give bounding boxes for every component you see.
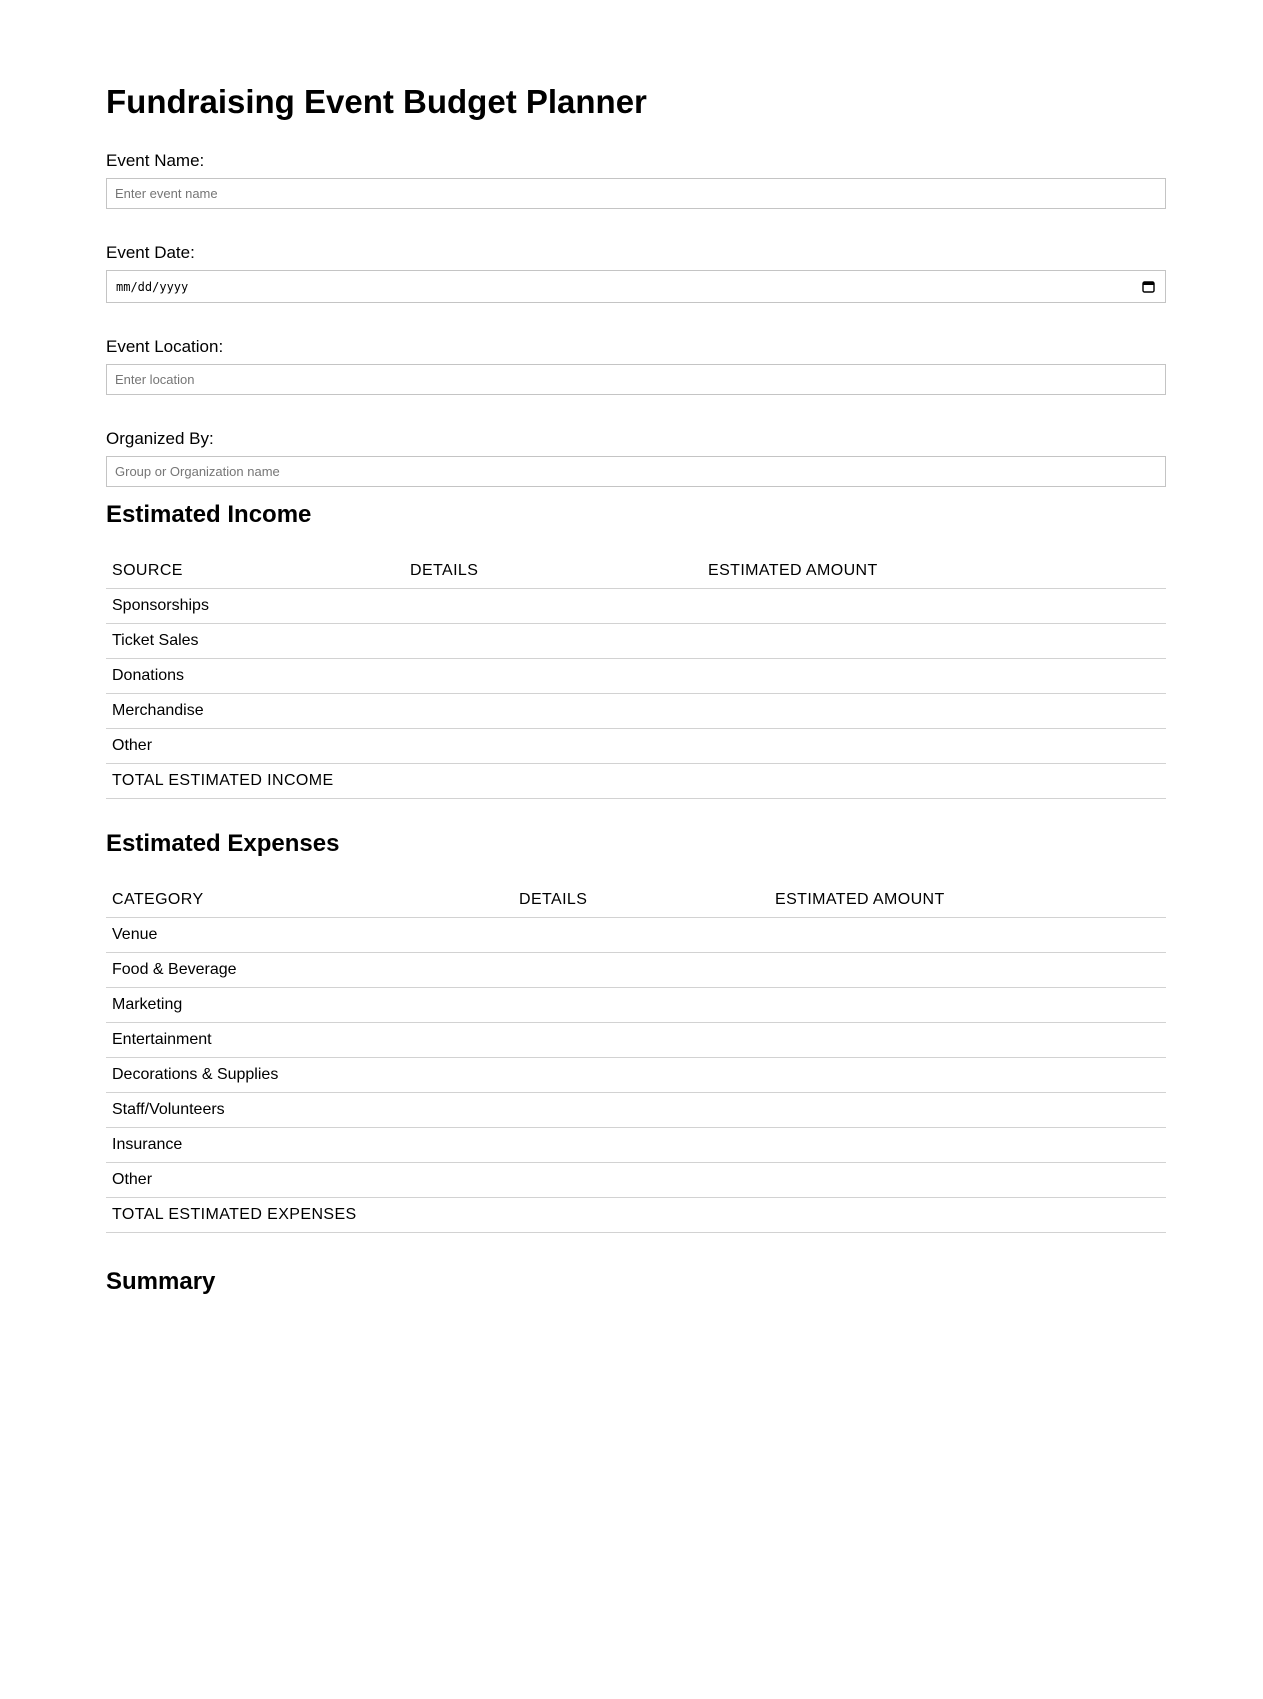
income-details-cell xyxy=(404,589,702,624)
expense-amount-cell xyxy=(769,1058,1166,1093)
income-amount-cell xyxy=(702,659,1166,694)
expense-details-cell xyxy=(513,988,769,1023)
table-row xyxy=(106,1058,1166,1093)
table-row xyxy=(106,1128,1166,1163)
table-row xyxy=(106,918,1166,953)
income-col-details: DETAILS xyxy=(404,553,702,589)
expenses-table xyxy=(106,882,1166,1233)
calendar-icon[interactable] xyxy=(1142,280,1155,293)
expenses-header-row xyxy=(106,882,1166,918)
table-row xyxy=(106,1163,1166,1198)
income-total-row xyxy=(106,764,1166,799)
expense-category-cell: Marketing xyxy=(106,988,513,1023)
expense-category-cell: Entertainment xyxy=(106,1023,513,1058)
expenses-col-category: CATEGORY xyxy=(106,882,513,918)
income-amount-cell xyxy=(702,694,1166,729)
organized-by-label: Organized By: xyxy=(106,429,214,448)
table-row xyxy=(106,988,1166,1023)
table-row xyxy=(106,659,1166,694)
expense-amount-cell xyxy=(769,1093,1166,1128)
expenses-total-row xyxy=(106,1198,1166,1233)
organized-by-input[interactable] xyxy=(106,456,1166,487)
expense-details-cell xyxy=(513,1163,769,1198)
expenses-heading: Estimated Expenses xyxy=(106,830,340,857)
event-date-label: Event Date: xyxy=(106,243,195,262)
expenses-total-amount xyxy=(769,1198,1166,1233)
expenses-total-label: TOTAL ESTIMATED EXPENSES xyxy=(106,1198,769,1233)
income-col-source: SOURCE xyxy=(106,553,404,589)
income-details-cell xyxy=(404,729,702,764)
expense-amount-cell xyxy=(769,1128,1166,1163)
expense-amount-cell xyxy=(769,953,1166,988)
income-details-cell xyxy=(404,624,702,659)
expense-details-cell xyxy=(513,918,769,953)
expense-details-cell xyxy=(513,1128,769,1163)
income-amount-cell xyxy=(702,729,1166,764)
income-heading: Estimated Income xyxy=(106,501,312,528)
income-col-amount: ESTIMATED AMOUNT xyxy=(702,553,1166,589)
expense-category-cell: Venue xyxy=(106,918,513,953)
expense-amount-cell xyxy=(769,988,1166,1023)
expenses-col-details: DETAILS xyxy=(513,882,769,918)
income-details-cell xyxy=(404,694,702,729)
expense-details-cell xyxy=(513,953,769,988)
expense-amount-cell xyxy=(769,1163,1166,1198)
income-table xyxy=(106,553,1166,799)
table-row xyxy=(106,624,1166,659)
event-date-placeholder: mm/dd/yyyy xyxy=(116,279,189,294)
table-row xyxy=(106,1093,1166,1128)
income-total-amount xyxy=(702,764,1166,799)
income-source-cell: Other xyxy=(106,729,404,764)
income-source-cell: Ticket Sales xyxy=(106,624,404,659)
expense-category-cell: Decorations & Supplies xyxy=(106,1058,513,1093)
income-amount-cell xyxy=(702,624,1166,659)
expenses-col-amount: ESTIMATED AMOUNT xyxy=(769,882,1166,918)
income-header-row xyxy=(106,553,1166,589)
table-row xyxy=(106,694,1166,729)
expense-details-cell xyxy=(513,1023,769,1058)
expense-category-cell: Other xyxy=(106,1163,513,1198)
page-title: Fundraising Event Budget Planner xyxy=(106,83,647,120)
event-location-input[interactable] xyxy=(106,364,1166,395)
expense-details-cell xyxy=(513,1093,769,1128)
expense-category-cell: Insurance xyxy=(106,1128,513,1163)
expense-details-cell xyxy=(513,1058,769,1093)
event-name-label: Event Name: xyxy=(106,151,205,170)
income-source-cell: Donations xyxy=(106,659,404,694)
expense-category-cell: Staff/Volunteers xyxy=(106,1093,513,1128)
expense-amount-cell xyxy=(769,918,1166,953)
expense-amount-cell xyxy=(769,1023,1166,1058)
income-source-cell: Sponsorships xyxy=(106,589,404,624)
income-details-cell xyxy=(404,659,702,694)
income-total-label: TOTAL ESTIMATED INCOME xyxy=(106,764,702,799)
expense-category-cell: Food & Beverage xyxy=(106,953,513,988)
income-amount-cell xyxy=(702,589,1166,624)
event-name-input[interactable] xyxy=(106,178,1166,209)
event-date-input[interactable] xyxy=(106,270,1166,303)
summary-heading: Summary xyxy=(106,1268,216,1295)
table-row xyxy=(106,589,1166,624)
income-source-cell: Merchandise xyxy=(106,694,404,729)
event-location-label: Event Location: xyxy=(106,337,224,356)
table-row xyxy=(106,953,1166,988)
table-row xyxy=(106,1023,1166,1058)
table-row xyxy=(106,729,1166,764)
